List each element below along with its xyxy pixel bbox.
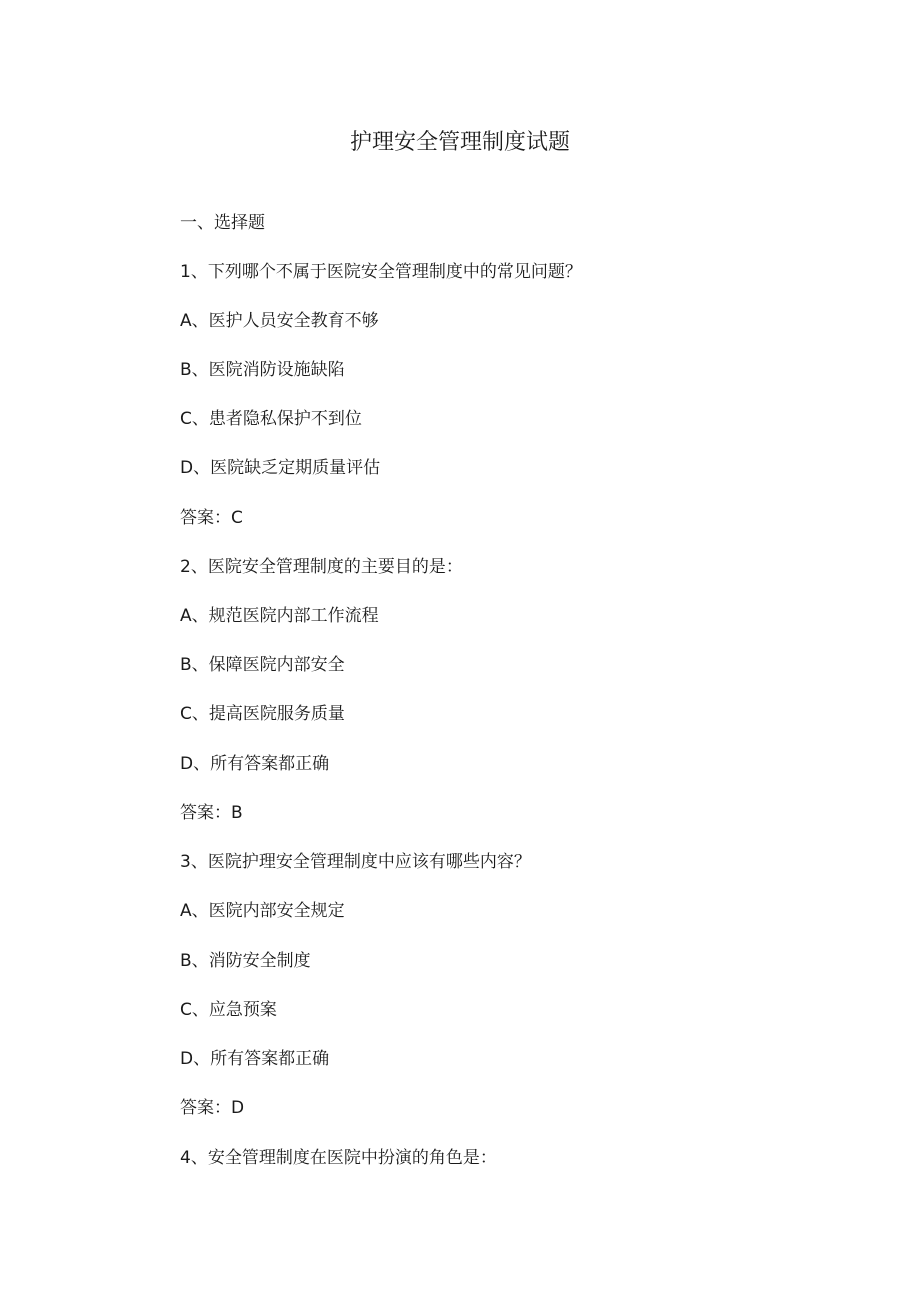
document-title: 护理安全管理制度试题 <box>349 130 570 155</box>
question-answer: 答案：C <box>180 508 243 528</box>
question-option: C、患者隐私保护不到位 <box>180 409 362 429</box>
question-stem: 3、医院护理安全管理制度中应该有哪些内容？ <box>180 852 531 872</box>
question-stem: 1、下列哪个不属于医院安全管理制度中的常见问题？ <box>180 262 582 282</box>
question-option: D、医院缺乏定期质量评估 <box>180 458 381 478</box>
question-stem: 4、安全管理制度在医院中扮演的角色是： <box>180 1148 497 1168</box>
question-option: D、所有答案都正确 <box>180 1049 330 1069</box>
question-stem: 2、医院安全管理制度的主要目的是： <box>180 557 463 577</box>
question-option: B、消防安全制度 <box>180 951 311 971</box>
question-answer: 答案：D <box>180 1098 245 1118</box>
section-heading: 一、选择题 <box>180 213 265 233</box>
question-option: A、医护人员安全教育不够 <box>180 311 379 331</box>
question-option: B、医院消防设施缺陷 <box>180 360 345 380</box>
question-option: B、保障医院内部安全 <box>180 655 345 675</box>
question-option: A、医院内部安全规定 <box>180 901 345 921</box>
question-option: D、所有答案都正确 <box>180 754 330 774</box>
question-option: C、应急预案 <box>180 1000 277 1020</box>
question-answer: 答案：B <box>180 803 243 823</box>
question-option: A、规范医院内部工作流程 <box>180 606 379 626</box>
question-option: C、提高医院服务质量 <box>180 704 345 724</box>
